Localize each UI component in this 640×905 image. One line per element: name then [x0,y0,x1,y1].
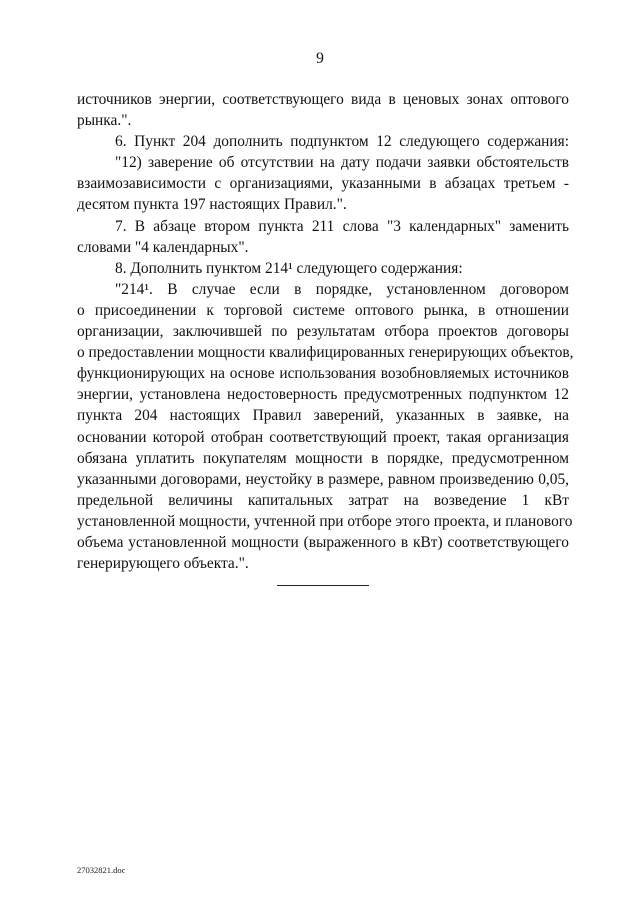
text-line: 7. В абзаце втором пункта 211 слова "3 календарных" заменить [115,217,569,235]
document-body [77,89,574,574]
text-line: объема установленной мощности (выраженного в кВт) соответствующего [77,533,569,551]
text-line: организации, заключившей по результатам отбора проектов договоры [77,323,569,341]
text-line: функционирующих на основе использования возобновляемых источников [77,365,569,383]
text-line: установленной мощности, учтенной при отборе этого проекта, и планового [77,512,573,530]
text-line: о присоединении к торговой системе оптового рынка, в отношении [77,301,569,319]
text-line: энергии, установлена недостоверность предусмотренных подпунктом 12 [77,386,569,404]
text-line: о предоставлении мощности квалифицированных генерирующих объектов, [77,344,574,362]
text-line: пункта 204 настоящих Правил заверений, указанных в заявке, на [77,407,569,425]
text-line: рынка.". [77,112,132,130]
text-line: 8. Дополнить пунктом 214¹ следующего содержания: [115,259,463,277]
text-line: предельной величины капитальных затрат на возведение 1 кВт [77,491,569,509]
footer-doc-code: 27032821.doc [77,865,126,875]
text-line: источников энергии, соответствующего вида в ценовых зонах оптового [77,91,569,108]
text-line: 6. Пункт 204 дополнить подпунктом 12 следующего содержания: [115,133,569,151]
text-line: десятом пункта 197 настоящих Правил.". [77,196,347,214]
text-line: словами "4 календарных". [77,238,249,256]
text-line: генерирующего объекта.". [77,555,249,573]
end-divider [277,585,369,586]
text-line: "12) заверение об отсутствии на дату подачи заявки обстоятельств [115,154,569,172]
text-line: указанными договорами, неустойку в размере, равном произведению 0,05, [77,470,569,488]
text-line: взаимозависимости с организациями, указанными в абзацах третьем - [77,175,569,193]
page-number: 9 [316,50,324,67]
text-line: "214¹. В случае если в порядке, установленном договором [115,280,569,298]
text-line: основании которой отобран соответствующий проект, такая организация [77,428,569,446]
text-line: обязана уплатить покупателям мощности в порядке, предусмотренном [77,449,569,467]
